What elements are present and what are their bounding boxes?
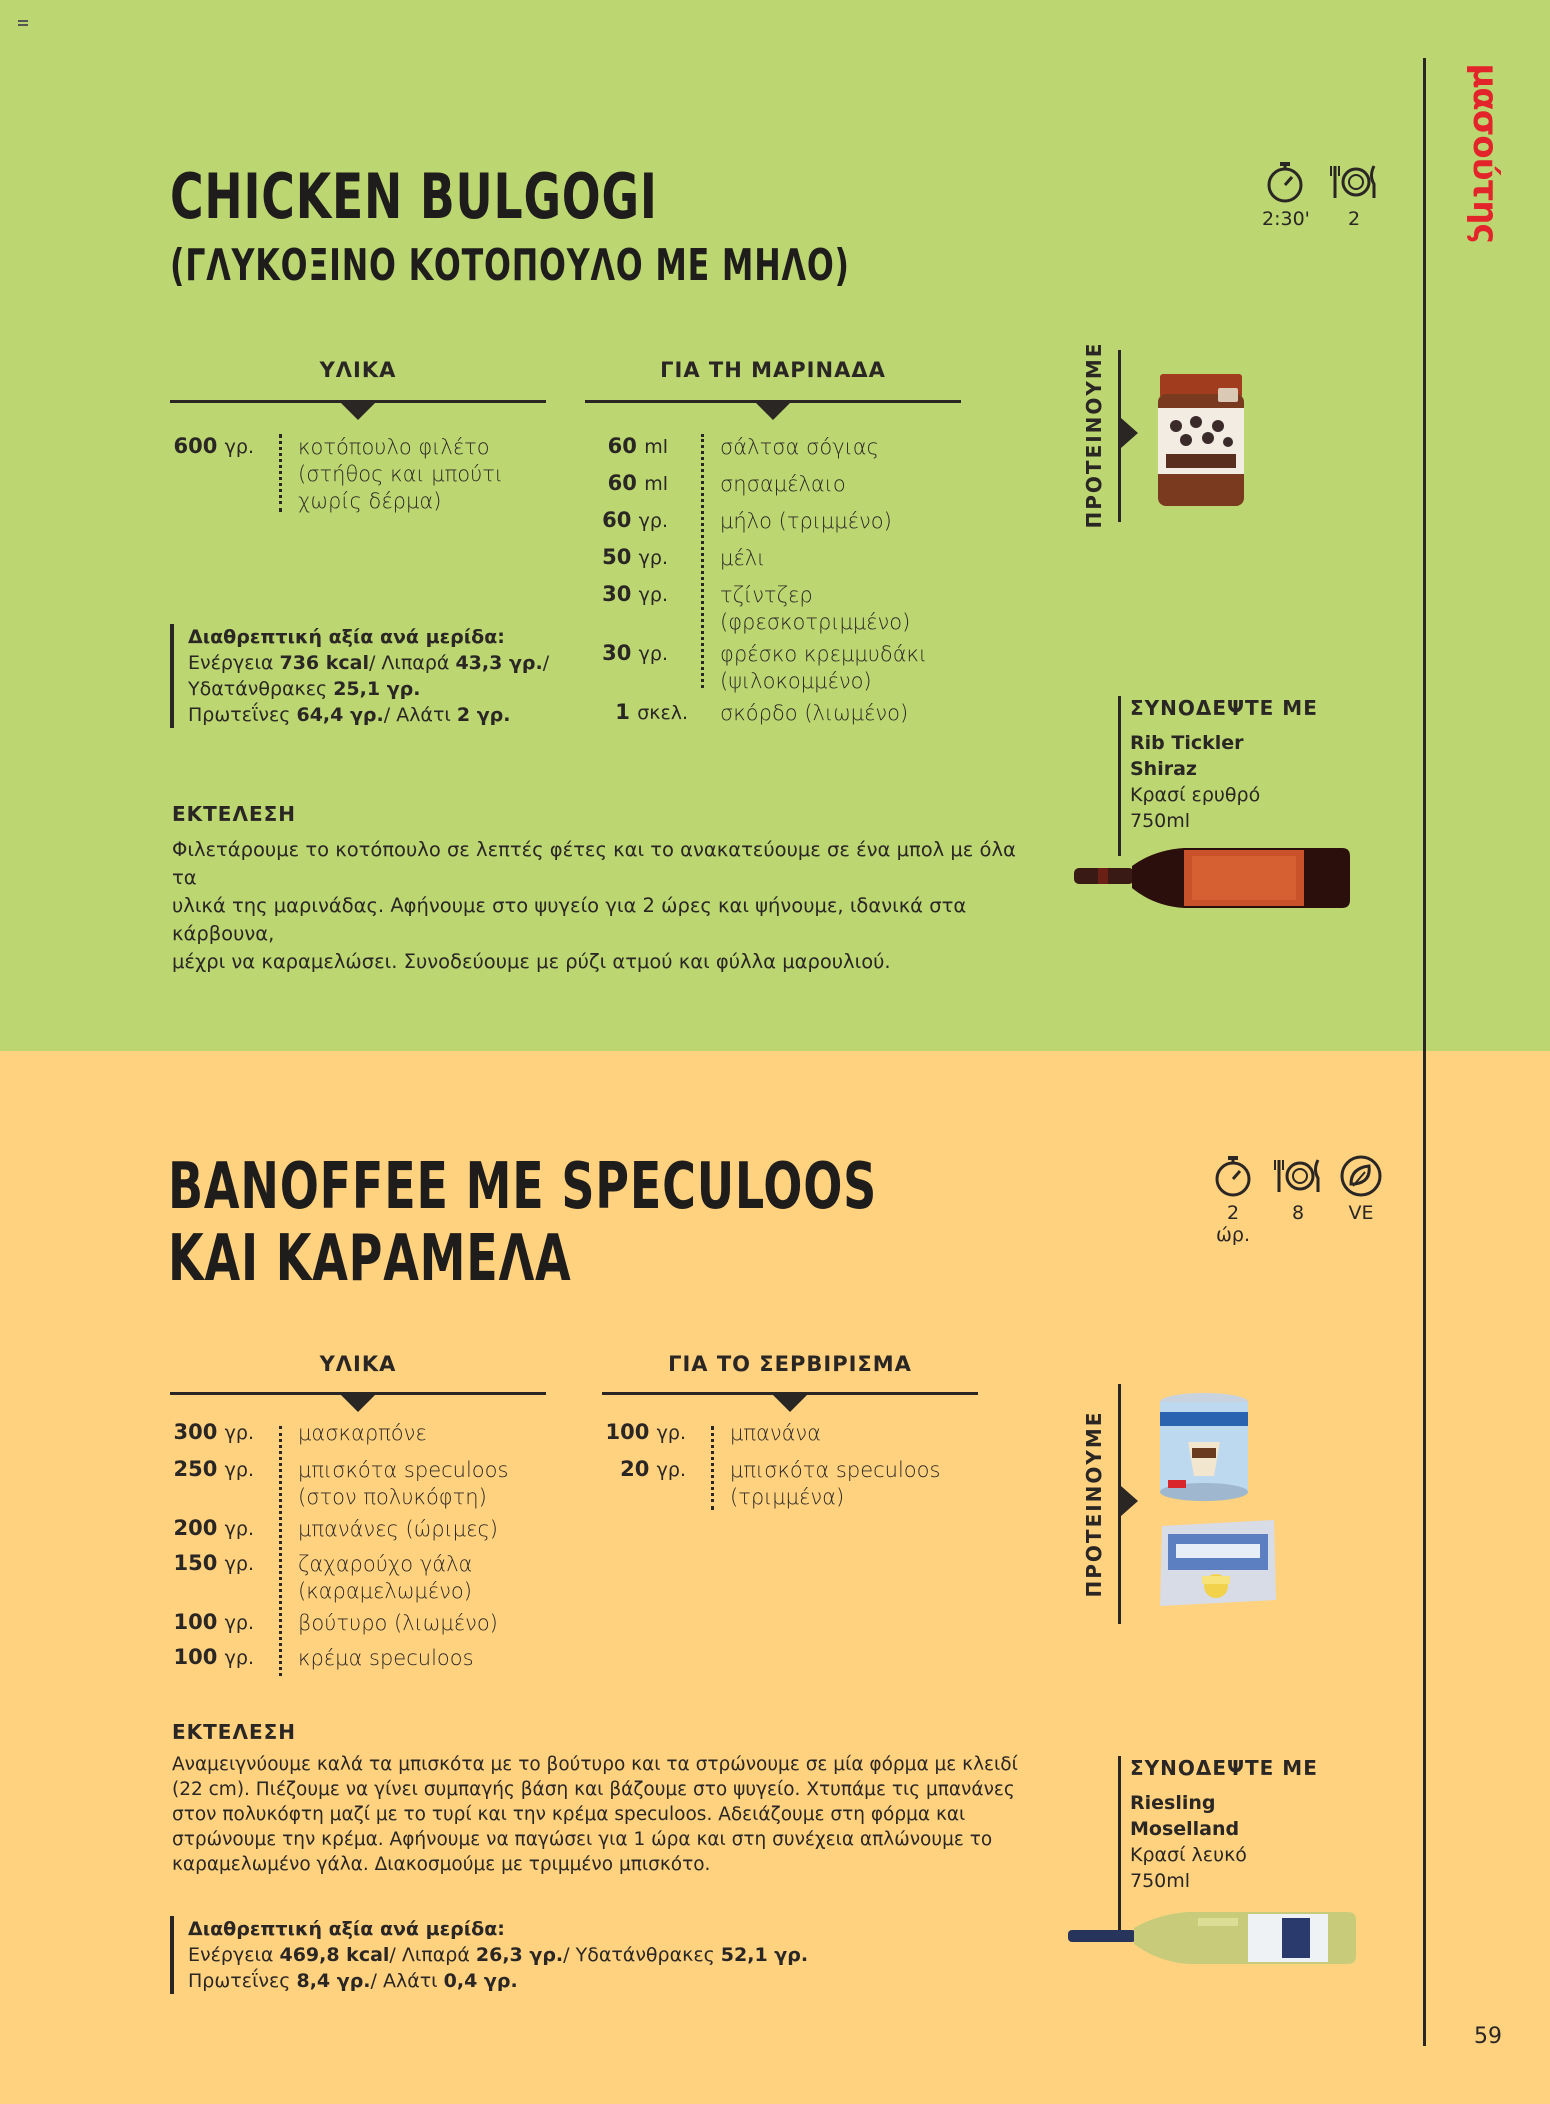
recipe2-method-head: ΕΚΤΕΛΕΣΗ [172,1720,297,1744]
recipe2-method-text: Αναμειγνύουμε καλά τα μπισκότα με το βούτυρο και τα στρώνουμε σε μία φόρμα με κλειδί (22 cm). Πιέζουμε να γίνει συμπαγής βάση και βάζουμε στο ψυγείο. Χτυπάμε τις μπανάνες στον πολυκόφτη μαζί με το τυρί και την κρέμα speculoos. Αδειάζουμε στη φόρμα και στρώνουμε την κρέμα. Αφήνουμε να παγώσει για 1 ώρα και στη συνέχεια απλώνουμε το καραμελωμένο γάλα. Διακοσμούμε με τριμμένο μπισκότο. [172,1754,1018,1875]
condensed-milk-can-image [1158,1392,1250,1502]
dotted-separator [279,434,282,512]
recipe2-nutrition: Διαθρεπτική αξία ανά μερίδα: Ενέργεια 469,8 kcal/ Λιπαρά 26,3 γρ./ Υδατάνθρακες 52,1 γρ. Πρωτεΐνες 8,4 γρ./ Αλάτι 0,4 γρ. [170,1916,808,1994]
divider [1118,696,1121,856]
marinade-qty: 30 γρ. [602,641,668,665]
recipe2-time-value: 2 ώρ. [1215,1202,1250,1246]
ingredient-name: κρέμα speculoos [298,1646,474,1670]
marinade-qty: 1 σκελ. [615,700,688,724]
marinade-name: μήλο (τριμμένο) [720,509,892,533]
dotted-separator [711,1426,714,1510]
recipe2-diet [1338,1154,1384,1224]
ingredient-name: κοτόπουλο φιλέτο (στήθος και μπούτι χωρίς δέρμα) [298,435,504,513]
stopwatch-icon [1265,160,1305,204]
ingredient-name: μασκαρπόνε [298,1421,427,1445]
recipe1-servings [1328,160,1380,230]
ingredient-name: ζαχαρούχο γάλα (καραμελωμένο) [298,1552,473,1603]
marinade-name: φρέσκο κρεμμυδάκι (ψιλοκομμένο) [720,642,928,693]
pointer-icon [773,1395,807,1412]
recipe1-nutrition: Διαθρεπτική αξία ανά μερίδα: Ενέργεια 736 kcal/ Λιπαρά 43,3 γρ./ Υδατάνθρακες 25,1 γρ. Πρωτεΐνες 64,4 γρ./ Αλάτι 2 γρ. [170,624,549,728]
recipe1-suggest-label: ΠΡΟΤΕΙΝΟΥΜΕ [1082,341,1106,529]
recipe2-title: BANOFFEE ΜΕ SPECULOOS [168,1150,878,1224]
serving-name: μπανάνα [730,1421,821,1445]
recipe1-method-head: ΕΚΤΕΛΕΣΗ [172,802,297,826]
recipe2-servings [1272,1154,1324,1224]
dotted-separator [279,1426,282,1676]
recipe1-method-text: Φιλετάρουμε το κοτόπουλο σε λεπτές φέτες και το ανακατεύουμε σε ένα μπολ με όλα τα υλικά της μαρινάδας. Αφήνουμε στο ψυγείο για 2 ώρες και ψήνουμε, ιδανικά στα κάρβουνα, μέχρι να καραμελώσει. Συνοδεύουμε με ρύζι ατμού και φύλλα μαρουλιού. [172,838,1016,973]
brand-logo [1465,58,1505,248]
recipe1-pair-head: ΣΥΝΟΔΕΨΤΕ ΜΕ [1130,696,1318,720]
recipe1-time-value: 2:30' [1262,208,1310,230]
pointer-icon [341,1395,375,1412]
recipe2-suggest-label: ΠΡΟΤΕΙΝΟΥΜΕ [1082,1410,1106,1598]
ingredient-qty: 200 γρ. [173,1516,254,1540]
butter-pack-image [1156,1516,1280,1612]
page-divider [1423,58,1426,2046]
ingredient-name: μπισκότα speculoos (στον πολυκόφτη) [298,1458,509,1509]
recipe2-diet-value: VE [1348,1202,1374,1224]
recipe2-wine: Riesling Moselland Κρασί λευκό 750ml [1130,1792,1247,1892]
vegetarian-leaf-icon [1339,1154,1383,1198]
recipe1-subtitle: (ΓΛΥΚΟΞΙΝΟ ΚΟΤΟΠΟΥΛΟ ΜΕ ΜΗΛΟ) [170,240,850,291]
ingredient-qty: 100 γρ. [173,1645,254,1669]
marinade-qty: 60 ml [607,471,668,495]
pointer-icon [1121,1486,1138,1516]
pointer-icon [756,403,790,420]
recipe2-serving-head: ΓΙΑ ΤΟ ΣΕΡΒΙΡΙΣΜΑ [668,1352,912,1376]
recipe1-marinade-head: ΓΙΑ ΤΗ ΜΑΡΙΝΑΔΑ [660,358,886,382]
recipe1-wine: Rib Tickler Shiraz Κρασί ερυθρό 750ml [1130,732,1261,832]
ingredient-qty: 150 γρ. [173,1551,254,1575]
stopwatch-icon [1213,1154,1253,1198]
marinade-name: μέλι [720,546,766,570]
plate-cutlery-icon [1273,1154,1323,1198]
marinade-name: σησαμέλαιο [720,472,846,496]
ingredient-qty: 600 γρ. [173,434,254,458]
red-wine-bottle-image [1074,836,1354,926]
recipe1-time [1262,160,1308,230]
ingredient-qty: 100 γρ. [173,1610,254,1634]
marinade-qty: 50 γρ. [602,545,668,569]
marinade-name: σκόρδο (λιωμένο) [720,701,909,725]
recipe2-ingredients-head: ΥΛΙΚΑ [319,1352,397,1376]
menu-icon [18,20,28,26]
recipe2-servings-value: 8 [1291,1202,1305,1224]
pointer-icon [341,403,375,420]
marinade-qty: 30 γρ. [602,582,668,606]
serving-name: μπισκότα speculoos (τριμμένα) [730,1458,941,1509]
serving-qty: 20 γρ. [620,1457,686,1481]
recipe1-ingredients-head: ΥΛΙΚΑ [319,358,397,382]
marinade-name: τζίντζερ (φρεσκοτριμμένο) [720,583,911,634]
recipe1-title: CHICKEN BULGOGI [170,160,658,233]
recipe2-title-line2: ΚΑΙ ΚΑΡΑΜΕΛΑ [168,1222,572,1296]
ingredient-name: μπανάνες (ώριμες) [298,1517,498,1541]
ingredient-qty: 300 γρ. [173,1420,254,1444]
honey-jar-product-image [1156,374,1246,510]
marinade-qty: 60 ml [607,434,668,458]
ingredient-qty: 250 γρ. [173,1457,254,1481]
brand-logo-text: μασούτης [1465,63,1505,243]
white-wine-bottle-image [1068,1904,1360,1974]
pointer-icon [1121,418,1138,448]
serving-qty: 100 γρ. [605,1420,686,1444]
page-number: 59 [1474,2024,1502,2049]
plate-cutlery-icon [1329,160,1379,204]
recipe2-time [1208,1154,1258,1246]
ingredient-name: βούτυρο (λιωμένο) [298,1611,498,1635]
dotted-separator [701,434,704,688]
marinade-qty: 60 γρ. [602,508,668,532]
recipe1-servings-value: 2 [1347,208,1361,230]
recipe2-pair-head: ΣΥΝΟΔΕΨΤΕ ΜΕ [1130,1756,1318,1780]
marinade-name: σάλτσα σόγιας [720,435,879,459]
